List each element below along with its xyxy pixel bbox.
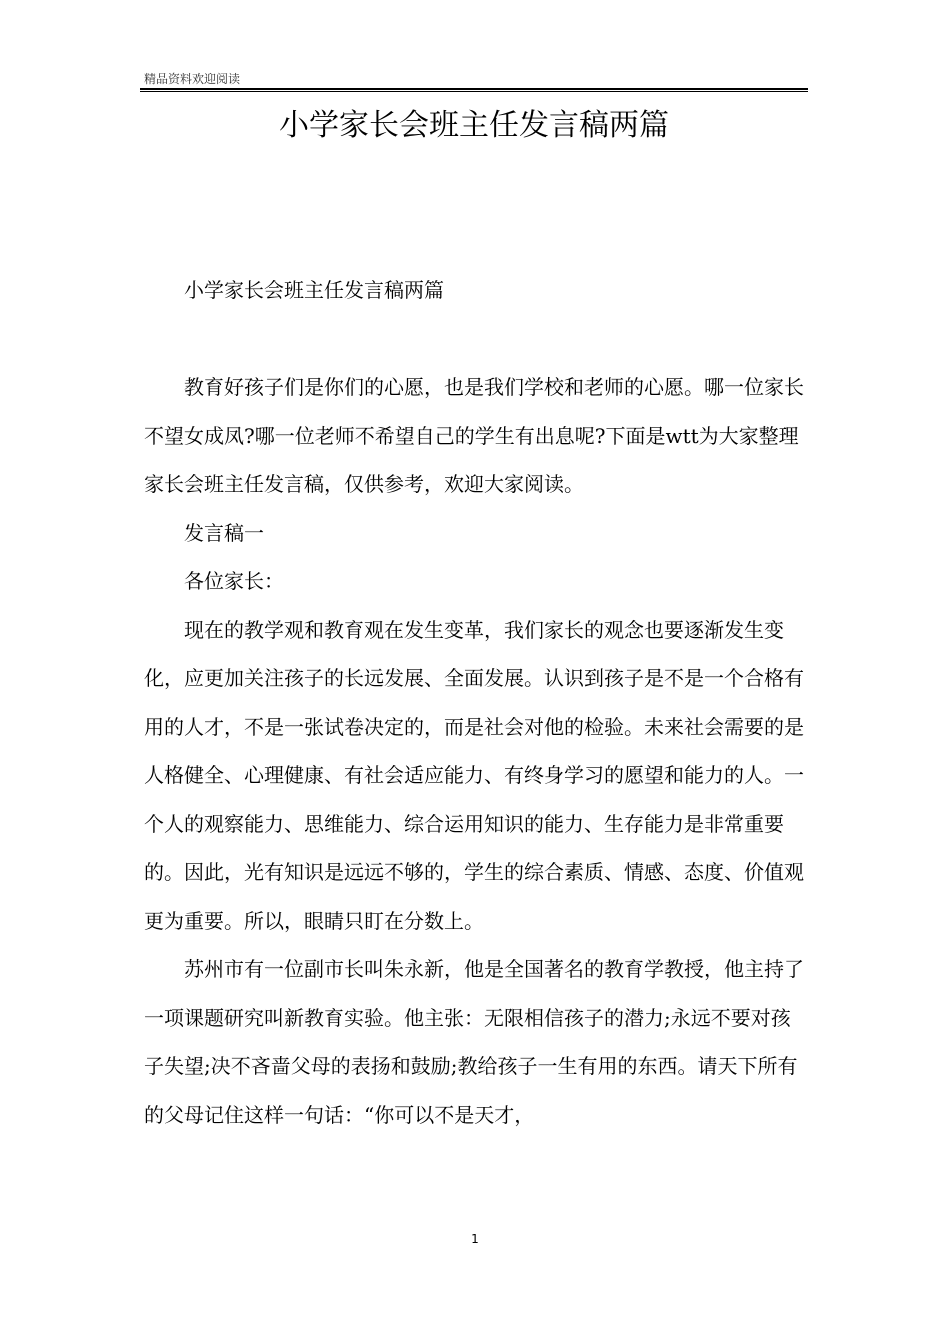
subtitle-paragraph: 小学家长会班主任发言稿两篇 [184, 278, 444, 302]
body-paragraph: 现在的教学观和教育观在发生变革，我们家长的观念也要逐渐发生变化，应更加关注孩子的长远发展、全面发展。认识到孩子是不是一个合格有用的人才，不是一张试卷决定的，而是社会对他的检验。未来社会需要的是人格健全、心理健康、有社会适应能力、有终身学习的愿望和能力的人。一个人的观察能力、思维能力、综合运用知识的能力、生存能力是非常重要的。因此，光有知识是远远不够的，学生的综合素质、情感、态度、价值观更为重要。所以，眼睛只盯在分数上。 [144, 617, 804, 933]
section-heading: 发言稿一 [184, 520, 264, 545]
intro-paragraph: 教育好孩子们是你们的心愿，也是我们学校和老师的心愿。哪一位家长不望女成凤?哪一位老师不希望自己的学生有出息呢?下面是wtt为大家整理家长会班主任发言稿，仅供参考，欢迎大家阅读。 [144, 375, 804, 496]
document-body [144, 266, 808, 1139]
document-title: 小学家长会班主任发言稿两篇 [279, 108, 669, 143]
body-paragraph: 苏州市有一位副市长叫朱永新，他是全国著名的教育学教授，他主持了一项课题研究叫新教育实验。他主张：无限相信孩子的潜力;永远不要对孩子失望;决不吝啬父母的表扬和鼓励;教给孩子一生有用的东西。请天下所有的父母记住这样一句话：“你可以不是天才， [144, 957, 804, 1127]
page-header: 精品资料欢迎阅读 [144, 72, 241, 86]
header-rule-thin [140, 91, 808, 92]
header-rule [140, 88, 808, 90]
salutation: 各位家长： [184, 569, 284, 593]
page-number: 1 [471, 1232, 479, 1246]
